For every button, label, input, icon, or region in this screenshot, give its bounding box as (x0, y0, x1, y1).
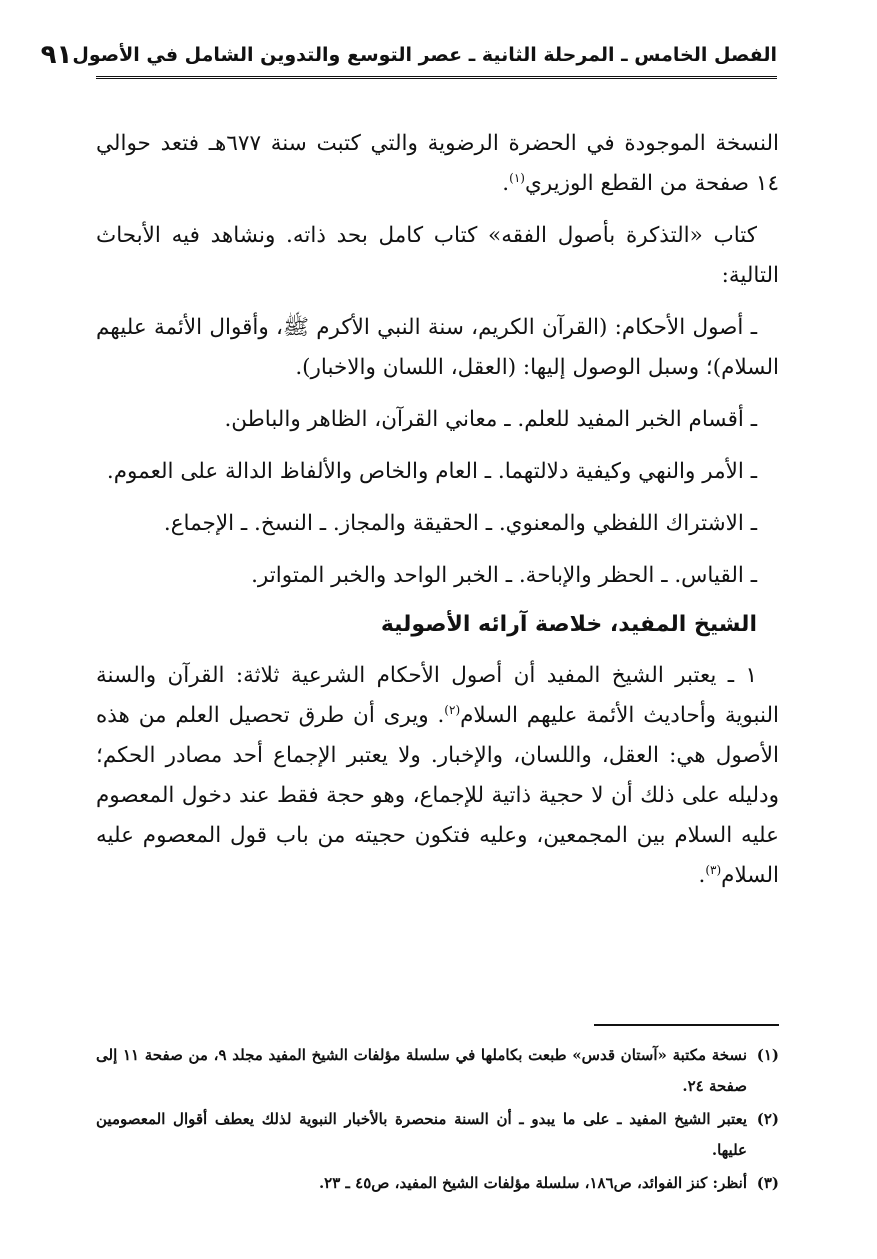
paragraph-1-end: . (502, 171, 510, 196)
list-item: ـ الاشتراك اللفظي والمعنوي. ـ الحقيقة والمجاز. ـ النسخ. ـ الإجماع. (163, 511, 757, 536)
paragraph-3 (96, 656, 779, 896)
list-item: ـ القياس. ـ الحظر والإباحة. ـ الخبر الواحد والخبر المتواتر. (251, 563, 757, 588)
main-text (96, 124, 779, 908)
footnotes (96, 1040, 779, 1201)
paragraph-1-text: النسخة الموجودة في الحضرة الرضوية والتي كتبت سنة ٦٧٧هـ فتعد حوالي ١٤ صفحة من القطع الوزيري (96, 131, 779, 196)
footnote-text: يعتبر الشيخ المفيد ـ على ما يبدو ـ أن السنة منحصرة بالأخبار النبوية لذلك يعطف أقوال المعصومين عليها. (96, 1110, 747, 1159)
running-header (40, 34, 777, 79)
footnote-ref-1: (١) (509, 170, 525, 185)
page-number: ٩١ (40, 40, 73, 70)
list-item: ـ الأمر والنهي وكيفية دلالتهما. ـ العام والخاص والألفاظ الدالة على العموم. (106, 459, 757, 484)
list-item: ـ أصول الأحكام: (القرآن الكريم، سنة النبي الأكرم ﷺ، وأقوال الأئمة عليهم السلام)؛ وسبل الوصول إليها: (العقل، اللسان والاخبار). (96, 315, 779, 380)
paragraph-3-text-b: . ويرى أن طرق تحصيل العلم من هذه الأصول هي: العقل، واللسان، والإخبار. ولا يعتبر الإجماع أحد مصادر الحكم؛ ودليله على ذلك أن لا حجية ذاتية للإجماع، وهو حجة فقط عند دخول المعصوم عليه السلام بين المجمعين، وعليه فتكون حجيته من باب قول المعصوم عليه السلام (96, 703, 779, 888)
footnote-divider (594, 1024, 779, 1026)
footnote (96, 1040, 779, 1102)
paragraph-3-end: . (698, 863, 706, 888)
paragraph-2: كتاب «التذكرة بأصول الفقه» كتاب كامل بحد ذاته. ونشاهد فيه الأبحاث التالية: (96, 223, 779, 288)
footnote-number: (٢) (756, 1110, 779, 1128)
section-heading: الشيخ المفيد، خلاصة آرائه الأصولية (380, 612, 757, 637)
footnote-text: نسخة مكتبة «آستان قدس» طبعت بكاملها في سلسلة مؤلفات الشيخ المفيد مجلد ٩، من صفحة ١١ إلى صفحة ٢٤. (96, 1046, 747, 1095)
footnote-ref-2: (٢) (444, 702, 461, 717)
footnote-number: (٣) (756, 1174, 779, 1192)
paragraph-3-text-a: ١ ـ يعتبر الشيخ المفيد أن أصول الأحكام الشرعية ثلاثة: القرآن والسنة النبوية وأحاديث الأئمة عليهم السلام (96, 663, 779, 728)
list-item: ـ أقسام الخبر المفيد للعلم. ـ معاني القرآن، الظاهر والباطن. (224, 407, 757, 432)
chapter-title: الفصل الخامس ـ المرحلة الثانية ـ عصر التوسع والتدوين الشامل في الأصول (72, 44, 777, 66)
paragraph-1 (96, 124, 779, 204)
footnote-text: أنظر: كنز الفوائد، ص١٨٦، سلسلة مؤلفات الشيخ المفيد، ص٤٥ ـ ٢٣. (318, 1174, 747, 1192)
footnote-ref-3: (٣) (705, 862, 722, 877)
footnote (96, 1168, 779, 1199)
footnote-number: (١) (756, 1046, 779, 1064)
footnote (96, 1104, 779, 1166)
